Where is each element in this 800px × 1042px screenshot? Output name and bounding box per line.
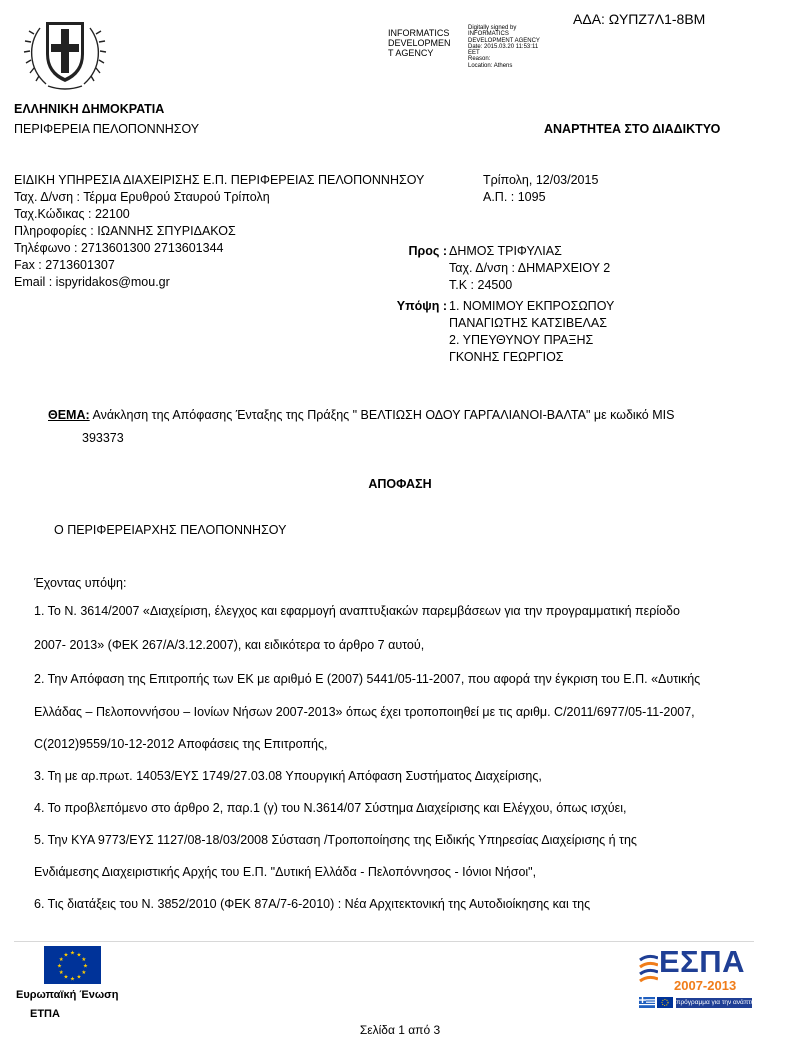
eu-flag-icon	[44, 946, 101, 984]
email-line: Email : ispyridakos@mou.gr	[14, 275, 170, 289]
subject-line	[48, 407, 674, 423]
recipient-line: Τ.Κ : 24500	[449, 278, 513, 292]
region-heading: ΠΕΡΙΦΕΡΕΙΑ ΠΕΛΟΠΟΝΝΗΣΟΥ	[14, 122, 200, 136]
cc-line: 1. ΝΟΜΙΜΟΥ ΕΚΠΡΟΣΩΠΟΥ	[449, 299, 615, 313]
eu-label: Ευρωπαϊκή Ένωση	[16, 989, 119, 1001]
espa-years: 2007-2013	[674, 978, 737, 993]
signature-agency: INFORMATICS DEVELOPMEN T AGENCY	[388, 28, 451, 58]
body-line: 3. Τη με αρ.πρωτ. 14053/ΕΥΣ 1749/27.03.08 Υπουργική Απόφαση Συστήματος Διαχείρισης,	[34, 769, 542, 783]
signature-details: Digitally signed by INFORMATICS DEVELOPMENT AGENCY Date: 2015.03.20 11:53:11 EET Reason: Location: Athens	[468, 25, 540, 69]
body-line: 1. Το Ν. 3614/2007 «Διαχείριση, έλεγχος και εφαρμογή αναπτυξιακών παρεμβάσεων για την προγραμματική περίοδο	[34, 604, 680, 618]
svg-text:★: ★	[70, 976, 75, 983]
espa-tagline: πρόγραμμα για την ανάπτυξη	[676, 999, 761, 1006]
body-line: 4. Το προβλεπόμενο στο άρθρο 2, παρ.1 (γ) του Ν.3614/07 Σύστημα Διαχείρισης και Ελέγχου, όπως ισχύει,	[34, 801, 627, 815]
svg-text:★: ★	[70, 950, 75, 957]
fund-label: ΕΤΠΑ	[30, 1008, 60, 1020]
body-line: C(2012)9559/10-12-2012 Αποφάσεις της Επιτροπής,	[34, 737, 328, 751]
footer-divider	[14, 941, 754, 942]
svg-text:★: ★	[76, 952, 82, 959]
issuer-line: Ο ΠΕΡΙΦΕΡΕΙΑΡΧΗΣ ΠΕΛΟΠΟΝΝΗΣΟΥ	[54, 523, 287, 537]
body-line: Ενδιάμεσης Διαχειριστικής Αρχής του Ε.Π. "Δυτική Ελλάδα - Πελοπόννησος - Ιόνιοι Νήσοι",	[34, 865, 537, 879]
to-block	[449, 243, 610, 294]
body-line: 2. Την Απόφαση της Επιτροπής των ΕΚ με αριθμό Ε (2007) 5441/05-11-2007, που αφορά την έγκριση του Ε.Π. «Δυτικής	[34, 672, 701, 686]
sender-line: ΕΙΔΙΚΗ ΥΠΗΡΕΣΙΑ ΔΙΑΧΕΙΡΙΣΗΣ Ε.Π. ΠΕΡΙΦΕΡΕΙΑΣ ΠΕΛΟΠΟΝΝΗΣΟΥ	[14, 173, 425, 187]
svg-text:★: ★	[81, 970, 87, 976]
page-number: Σελίδα 1 από 3	[359, 1023, 441, 1037]
body-line: 6. Τις διατάξεις του Ν. 3852/2010 (ΦΕΚ 87Α/7-6-2010) : Νέα Αρχιτεκτονική της Αυτοδιοίκησης και της	[34, 897, 591, 911]
date-line: Τρίπολη, 12/03/2015	[483, 173, 599, 187]
sender-block	[14, 172, 424, 291]
svg-text:★: ★	[63, 952, 69, 959]
protocol-number: Α.Π. : 1095	[483, 190, 546, 204]
cc-line: 2. ΥΠΕΥΘΥΝΟΥ ΠΡΑΞΗΣ	[449, 333, 594, 347]
greek-flag-icon	[639, 997, 655, 1008]
svg-text:★: ★	[81, 957, 87, 963]
cc-line: ΠΑΝΑΓΙΩΤΗΣ ΚΑΤΣΙΒΕΛΑΣ	[449, 316, 607, 330]
svg-text:★: ★	[57, 963, 62, 970]
subject-text: Ανάκληση της Απόφασης Ένταξης της Πράξης " ΒΕΛΤΙΩΣΗ ΟΔΟΥ ΓΑΡΓΑΛΙΑΝΟΙ-ΒΑΛΤΑ" με κωδικό MIS	[92, 408, 675, 422]
body-line: Ελλάδας – Πελοποννήσου – Ιονίων Νήσων 2007-2013» όπως έχει τροποποιηθεί με τις αριθμ. C/2011/6977/05-11-2007,	[34, 705, 695, 719]
sender-line: Τηλέφωνο : 2713601300 2713601344	[14, 241, 224, 255]
svg-text:★: ★	[58, 970, 64, 976]
recipient-line: ΔΗΜΟΣ ΤΡΙΦΥΛΙΑΣ	[449, 244, 562, 258]
body-line: 2007- 2013» (ΦΕΚ 267/Α/3.12.2007), και ειδικότερα το άρθρο 7 αυτού,	[34, 638, 425, 652]
greek-coat-of-arms-emblem	[22, 8, 108, 94]
sender-line: Ταχ.Κώδικας : 22100	[14, 207, 130, 221]
subject-label: ΘΕΜΑ:	[48, 408, 90, 422]
svg-text:★: ★	[76, 974, 82, 981]
eu-flag-small-icon	[657, 997, 673, 1008]
decision-title: ΑΠΟΦΑΣΗ	[368, 477, 432, 491]
sender-line: Ταχ. Δ/νση : Τέρμα Ερυθρού Σταυρού Τρίπολη	[14, 190, 270, 204]
publish-notice: ΑΝΑΡΤΗΤΕΑ ΣΤΟ ΔΙΑΔΙΚΤΥΟ	[544, 122, 721, 136]
ada-code: ΑΔΑ: ΩΥΠΖ7Λ1-8ΒΜ	[573, 11, 706, 27]
body-line: 5. Την ΚΥΑ 9773/ΕΥΣ 1127/08-18/03/2008 Σύσταση /Τροποποίησης της Ειδικής Υπηρεσίας Διαχείρισης ή της	[34, 833, 637, 847]
to-label: Προς :	[408, 244, 447, 258]
cc-label: Υπόψη :	[396, 299, 447, 313]
republic-heading: ΕΛΛΗΝΙΚΗ ΔΗΜΟΚΡΑΤΙΑ	[14, 102, 165, 116]
sender-line: Πληροφορίες : ΙΩΑΝΝΗΣ ΣΠΥΡΙΔΑΚΟΣ	[14, 224, 236, 238]
cc-block	[449, 298, 614, 366]
sender-line: Fax : 2713601307	[14, 258, 115, 272]
espa-logo	[638, 944, 761, 1016]
considering-line: Έχοντας υπόψη:	[34, 576, 127, 590]
espa-stripes-icon	[638, 952, 658, 984]
cc-line: ΓΚΟΝΗΣ ΓΕΩΡΓΙΟΣ	[449, 350, 564, 364]
svg-text:★: ★	[63, 974, 69, 981]
svg-text:★: ★	[58, 957, 64, 963]
espa-name: ΕΣΠΑ	[659, 944, 746, 979]
subject-mis-code: 393373	[82, 431, 124, 445]
recipient-line: Ταχ. Δ/νση : ΔΗΜΑΡΧΕΙΟΥ 2	[449, 261, 611, 275]
svg-text:★: ★	[83, 963, 88, 970]
